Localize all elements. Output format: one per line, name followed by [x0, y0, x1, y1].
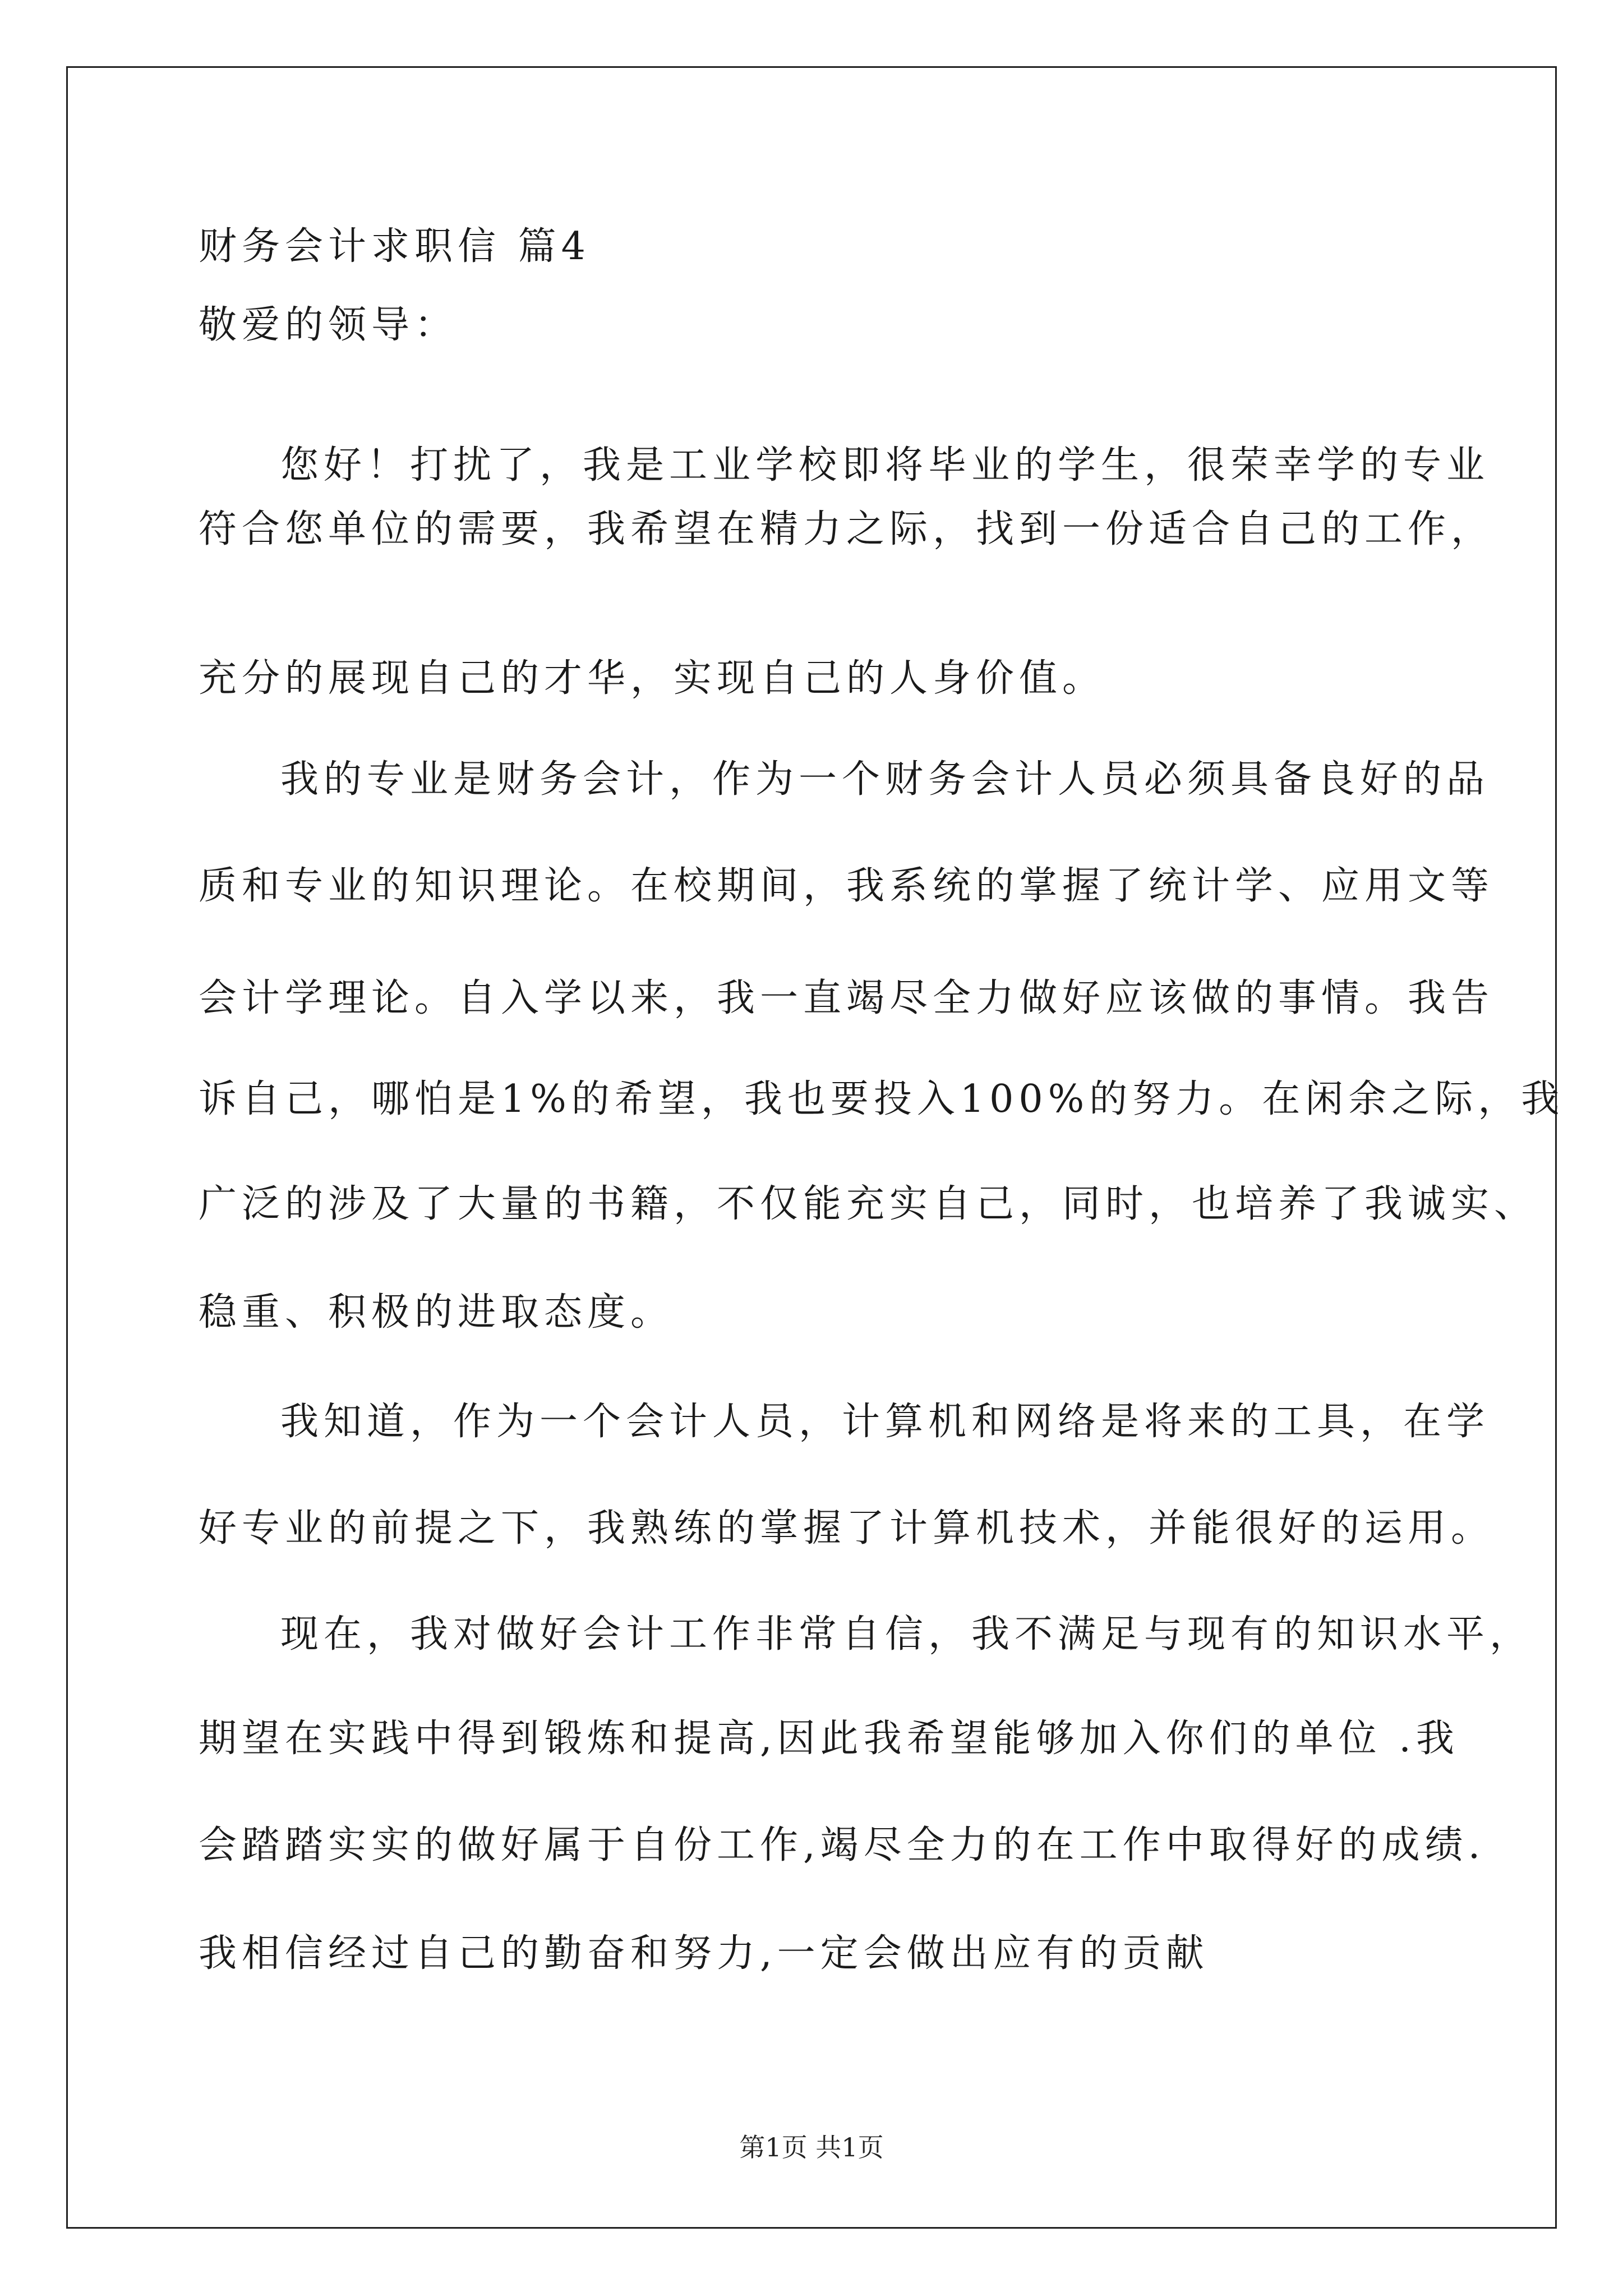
- paragraph-line: 广泛的涉及了大量的书籍，不仅能充实自己，同时，也培养了我诚实、: [199, 1182, 1538, 1226]
- page-border: [66, 66, 1557, 2229]
- paragraph-line: 会计学理论。自入学以来，我一直竭尽全力做好应该做的事情。我告: [199, 976, 1495, 1020]
- salutation: 敬爱的领导：: [199, 303, 458, 347]
- paragraph-line: 期望在实践中得到锻炼和提高,因此我希望能够加入你们的单位 .我: [199, 1717, 1459, 1761]
- paragraph-line: 现在，我对做好会计工作非常自信，我不满足与现有的知识水平，: [280, 1612, 1533, 1657]
- paragraph-line: 我的专业是财务会计，作为一个财务会计人员必须具备良好的品: [280, 757, 1490, 802]
- paragraph-line: 诉自己，哪怕是1%的希望，我也要投入100%的努力。在闲余之际，我: [199, 1077, 1565, 1121]
- document-heading: 财务会计求职信 篇4: [199, 224, 591, 269]
- paragraph-line: 好专业的前提之下，我熟练的掌握了计算机技术，并能很好的运用。: [199, 1506, 1495, 1550]
- paragraph-line: 符合您单位的需要，我希望在精力之际，找到一份适合自己的工作，: [199, 507, 1495, 551]
- page-number: 第1页 共1页: [739, 2132, 884, 2162]
- paragraph-line: 我相信经过自己的勤奋和努力,一定会做出应有的贡献: [199, 1931, 1209, 1976]
- paragraph-line: 您好！打扰了，我是工业学校即将毕业的学生，很荣幸学的专业: [280, 443, 1490, 487]
- paragraph-line: 稳重、积极的进取态度。: [199, 1290, 674, 1335]
- paragraph-line: 充分的展现自己的才华，实现自己的人身价值。: [199, 656, 1106, 701]
- paragraph-line: 会踏踏实实的做好属于自份工作,竭尽全力的在工作中取得好的成绩.: [199, 1823, 1486, 1867]
- paragraph-line: 质和专业的知识理论。在校期间，我系统的掌握了统计学、应用文等: [199, 864, 1495, 908]
- paragraph-line: 我知道，作为一个会计人员，计算机和网络是将来的工具，在学: [280, 1400, 1490, 1444]
